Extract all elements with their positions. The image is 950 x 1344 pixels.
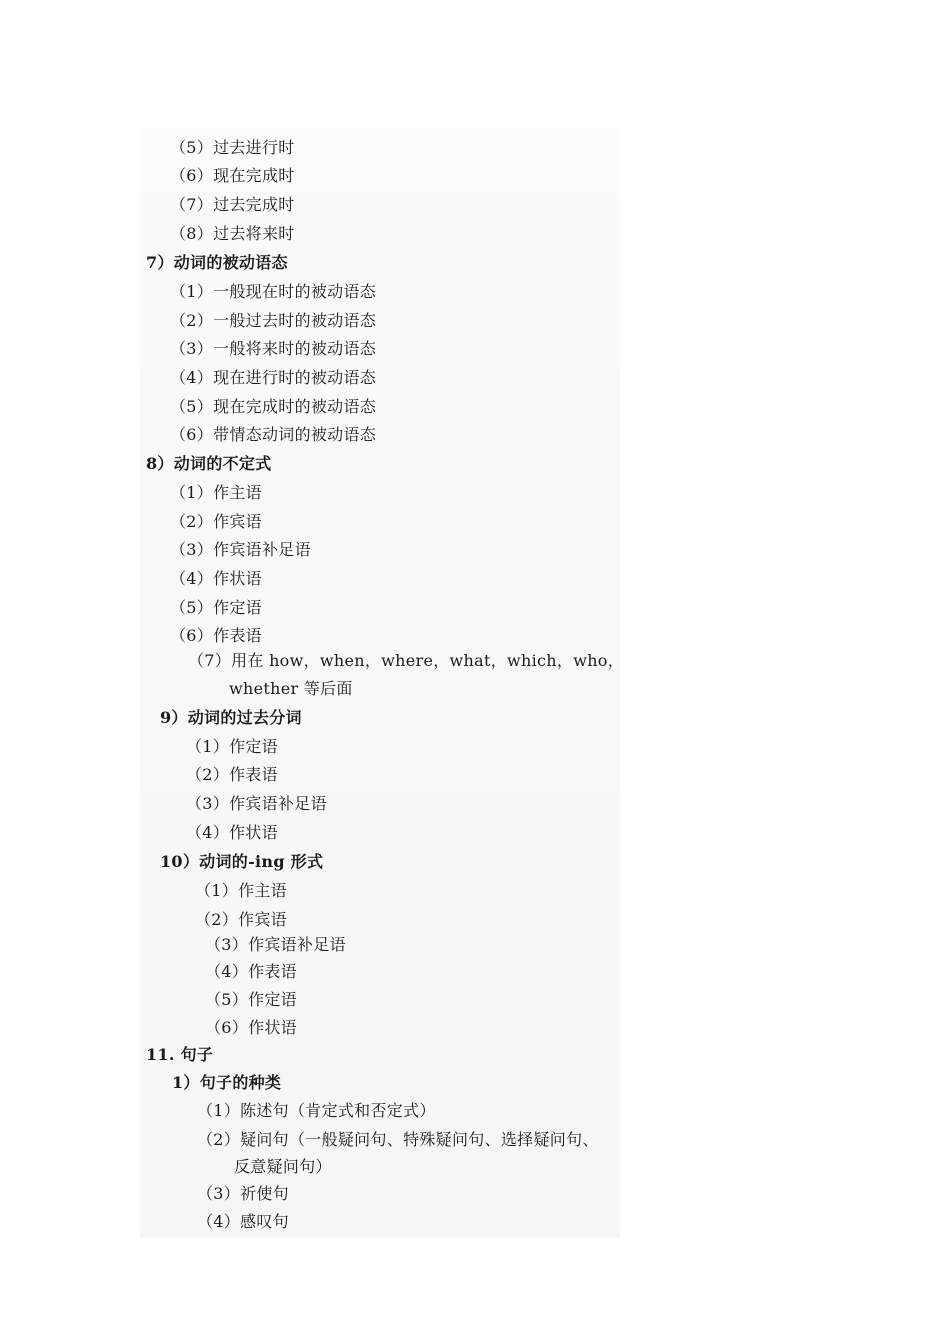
outline-item: （5）过去进行时: [170, 138, 295, 157]
outline-item: （3）祈使句: [197, 1184, 289, 1203]
outline-item: （4）现在进行时的被动语态: [170, 368, 377, 387]
outline-heading: 9）动词的过去分词: [160, 708, 302, 727]
outline-item: （3）一般将来时的被动语态: [170, 339, 377, 358]
outline-heading: 10）动词的-ing 形式: [160, 852, 324, 871]
outline-item: （4）作状语: [170, 569, 262, 588]
outline-item: （1）一般现在时的被动语态: [170, 282, 377, 301]
outline-item: （2）疑问句（一般疑问句、特殊疑问句、选择疑问句、: [197, 1130, 599, 1149]
outline-item: （1）作定语: [186, 737, 278, 756]
outline-item: （2）作宾语: [195, 910, 287, 929]
outline-item: （6）现在完成时: [170, 166, 295, 185]
outline-item: （1）作主语: [170, 483, 262, 502]
outline-item: （4）感叹句: [197, 1212, 289, 1231]
outline-item-continuation: 反意疑问句）: [234, 1157, 332, 1176]
outline-item: （4）作表语: [205, 962, 297, 981]
outline-item: （5）作定语: [205, 990, 297, 1009]
outline-item: （6）作表语: [170, 626, 262, 645]
outline-item: （5）作定语: [170, 598, 262, 617]
outline-item: （2）作宾语: [170, 512, 262, 531]
outline-item: （8）过去将来时: [170, 224, 295, 243]
outline-item: （7）过去完成时: [170, 195, 295, 214]
outline-item: （3）作宾语补足语: [205, 935, 346, 954]
outline-heading: 1）句子的种类: [172, 1073, 282, 1092]
outline-item: （2）作表语: [186, 765, 278, 784]
outline-heading: 8）动词的不定式: [146, 454, 272, 473]
outline-item: （6）作状语: [205, 1018, 297, 1037]
outline-item: （3）作宾语补足语: [186, 794, 327, 813]
outline-item: （2）一般过去时的被动语态: [170, 311, 377, 330]
outline-item: （5）现在完成时的被动语态: [170, 397, 377, 416]
outline-item: （4）作状语: [186, 823, 278, 842]
outline-item: （6）带情态动词的被动语态: [170, 425, 377, 444]
outline-item: （7）用在 how，when，where，what，which，who，: [188, 651, 625, 670]
outline-item: （1）陈述句（肯定式和否定式）: [197, 1101, 436, 1120]
outline-item-continuation: whether 等后面: [229, 679, 353, 698]
outline-item: （3）作宾语补足语: [170, 540, 311, 559]
outline-item: （1）作主语: [195, 881, 287, 900]
section-heading: 11. 句子: [146, 1045, 214, 1064]
outline-heading: 7）动词的被动语态: [146, 253, 288, 272]
